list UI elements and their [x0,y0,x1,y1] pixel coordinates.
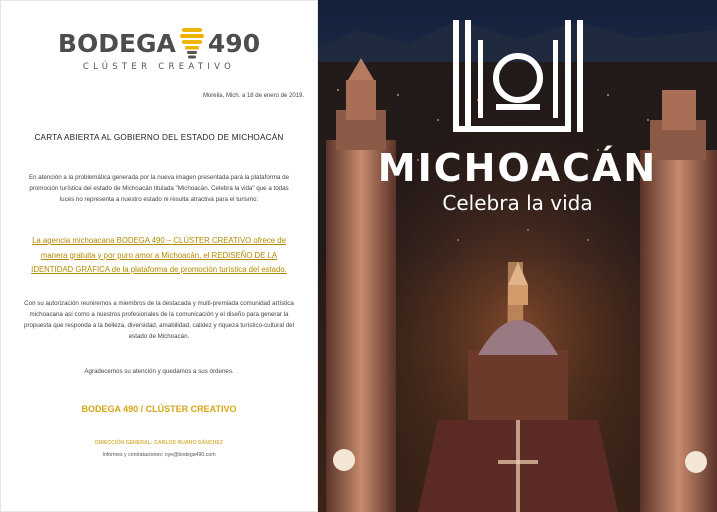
paragraph-offer: La agencia michoacana BODEGA 490 – CLÚSTER CREATIVO ofrece de manera gratuita y por puro amor a Michoacán, el REDISEÑO DE LA IDENTIDAD GRÁFICA de la plataforma de promoción turística del estado. [31,236,287,274]
brand-subtitle: Celebra la vida [442,191,593,215]
lightbulb-icon [179,26,205,60]
paragraph-intro: En atención a la problemática generada por la nueva imagen presentada para la plataforma de promoción turística del estado de Michoacán titulada "Michoacán. Celebra la vida" que a todas luces no representa a nuestro estado ni resulta atractiva para el turismo: [28,174,290,203]
letter-date: Morelia, Mich. a 18 de enero de 2019. [202,93,304,99]
paragraph-proposal: Con su autorización reuniremos a miembros de la destacada y multi-premiada comunidad artística michoacana así como a nuestros profesionales de la comunicación y el diseño para generar la propuesta que responda a la belleza, diversidad, amabilidad, calidez y riqueza turístico-cultural del estado de Michoacán. [24,300,294,340]
open-letter [0,0,318,512]
letter-heading: CARTA ABIERTA AL GOBIERNO DEL ESTADO DE MICHOACÁN [34,133,284,142]
logo-subtitle: CLÚSTER CREATIVO [82,62,236,72]
footer-direction: DIRECCIÓN GENERAL: CARLOS RUANO SÁNCHEZ [95,440,223,446]
city-night-photo [318,0,717,512]
brand-title: MICHOACÁN [377,146,658,190]
paragraph-thanks: Agradecemos su atención y quedamos a sus órdenes. [84,368,234,375]
footer-contact: Informes y contrataciones: oye@bodega490.com [102,452,216,458]
logo-name: BODEGA [57,28,176,58]
cathedral-scene [318,0,717,512]
letter-signature: BODEGA 490 / CLÚSTER CREATIVO [81,404,237,414]
bodega-490-logo [0,26,318,72]
logo-number: 490 [207,28,261,58]
